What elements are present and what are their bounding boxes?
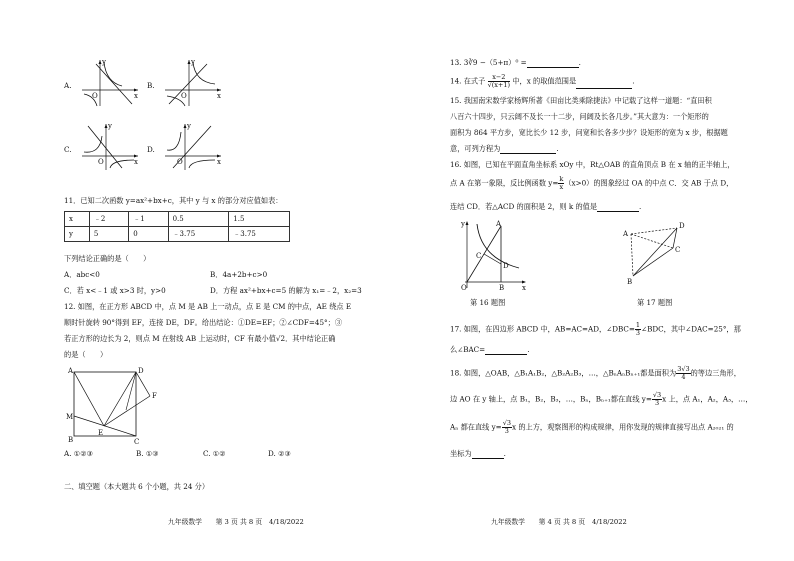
q14-post: 中，x 的取值范围是 <box>512 76 577 86</box>
axis-y-label: y <box>108 122 112 130</box>
q17-pre: 17. 如图，在四边形 ABCD 中，AB=AC=AD，∠DBC= <box>450 324 635 334</box>
q18-slope-numerator: √3 <box>502 419 511 427</box>
q13-text <box>450 58 581 68</box>
table-cell: 1.5 <box>229 212 290 227</box>
q11-option-b: B．4a+2b+c>0 <box>210 270 268 279</box>
q17-denominator: 3 <box>635 329 641 337</box>
q15-line-1: 15. 我国南宋数学家杨辉所著《田亩比类乘除捷法》中记载了这样一道题：“直田积 <box>450 96 712 105</box>
table-cell: y <box>65 227 90 242</box>
q12-option-c: C. ①② <box>203 449 226 458</box>
q18-slope-denominator: 3 <box>504 427 509 435</box>
fig17-point-d: D <box>679 222 685 230</box>
q17-post: ∠BDC，其中∠DAC=25°，那 <box>641 324 741 334</box>
fig16-x-label: x <box>522 284 526 292</box>
q18-line-4 <box>450 449 506 459</box>
q14-numerator: x−2 <box>488 74 510 82</box>
q18-line-2-end: x 上，点 A₁，A₂，A₃，…， <box>662 394 753 404</box>
q18-line-2 <box>450 392 753 407</box>
fig16-y-label: y <box>461 220 465 228</box>
q13-expression: 13. 3∛9 −（5+π）⁰ = <box>450 58 527 67</box>
fig16-point-b: B <box>499 284 505 292</box>
q18-line-3-text: Aₙ 都在直线 y= <box>450 422 502 432</box>
q17-answer-blank[interactable] <box>485 345 530 355</box>
q12-option-b: B. ①③ <box>136 449 159 458</box>
table-cell: 0 <box>129 227 168 242</box>
point-d-label: D <box>138 367 144 375</box>
q15-end: . <box>556 144 559 153</box>
right-page <box>397 0 794 561</box>
origin-label: O <box>98 158 104 166</box>
q11-text: 11．已知二次函数 y=ax²+bx+c，其中 y 与 x 的部分对应值如表： <box>64 196 283 205</box>
q12-option-a: A. ①②③ <box>64 449 94 458</box>
q16-answer-blank[interactable] <box>597 202 642 212</box>
axis-x-label: x <box>217 158 221 166</box>
q18-slope-fraction-2 <box>502 420 512 435</box>
table-row <box>65 212 290 227</box>
origin-label: O <box>181 92 187 100</box>
q16-line-3 <box>450 202 641 212</box>
axis-y-label: y <box>187 122 191 130</box>
q15-answer-blank[interactable] <box>500 144 559 154</box>
figure-16 <box>459 218 529 290</box>
axis-x-label: x <box>217 92 221 100</box>
figure-17 <box>623 220 693 286</box>
q11-option-c: C．若 x<﹣1 或 x>3 时，y>0 <box>64 286 166 295</box>
point-m-label: M <box>66 413 74 421</box>
q11-value-table <box>64 211 290 242</box>
q16-line-1: 16. 如图，已知在平面直角坐标系 xOy 中，Rt△OAB 的直角顶点 B 在 x 轴的正半轴上， <box>450 160 735 169</box>
q16-end: . <box>639 202 642 211</box>
q18-line-3 <box>450 420 734 435</box>
q17-line-1 <box>450 322 741 337</box>
fig16-point-d: D <box>503 262 509 270</box>
q15-line-4-text: 意，可列方程为 <box>450 144 501 153</box>
q18-line-4-text: 坐标为 <box>450 449 472 458</box>
axis-x-label: x <box>134 158 138 166</box>
q12-line-2: 顺时针旋转 90°得到 EF，连接 DE，DF。给出结论：①DE=EF；②∠CDF=45°；③ <box>64 318 343 327</box>
figure-16-caption: 第 16 题图 <box>470 298 506 307</box>
q14-denominator: √(x+1) <box>487 81 511 89</box>
q14-answer-blank[interactable] <box>576 80 632 89</box>
q18-slope-denominator: 3 <box>654 399 660 407</box>
graph-option-a-label: A. <box>64 81 72 90</box>
q18-end: . <box>503 449 506 458</box>
table-cell: 5 <box>89 227 128 242</box>
q12-line-3-end: ．其中结论正确 <box>285 334 336 343</box>
graph-option-b <box>165 58 225 108</box>
q18-slope-numerator: √3 <box>652 391 662 399</box>
q14-text <box>450 74 634 89</box>
graph-option-d-label: D. <box>147 145 155 154</box>
q11-prompt: 下列结论正确的是（ ） <box>64 254 151 263</box>
axis-y-label: y <box>191 58 195 66</box>
q17-numerator: 1 <box>635 321 641 329</box>
q13-end: . <box>578 58 581 67</box>
q11-option-a: A．abc<0 <box>64 270 100 279</box>
fig16-point-a: A <box>496 220 502 228</box>
origin-label: O <box>177 158 183 166</box>
graph-option-c-label: C. <box>64 145 72 154</box>
fig17-point-b: B <box>627 278 633 286</box>
table-cell: ﹣3.75 <box>229 227 290 242</box>
q18-line-1-end: 的等边三角形， <box>690 368 741 378</box>
fig17-point-c: C <box>675 246 681 254</box>
page-footer-right: 九年级数学 第 4 页 共 8 页 4/18/2022 <box>491 518 627 526</box>
q16-line-3-text: 连结 CD．若△ACD 的面积是 2，则 k 的值是 <box>450 202 598 211</box>
page-footer-left: 九年级数学 第 3 页 共 8 页 4/18/2022 <box>168 518 304 526</box>
q18-slope-fraction <box>652 392 662 407</box>
figure-17-caption: 第 17 题图 <box>637 298 673 307</box>
q15-line-3: 面积为 864 平方步，宽比长少 12 步，问宽和长各多少步？设矩形的宽为 x 步，根据题 <box>450 128 728 137</box>
point-c-label: C <box>134 438 140 446</box>
graph-option-c <box>82 122 142 172</box>
q18-line-3-end: x 的上方，观察图形的构成规律，用你发现的规律直接写出点 A₂₀₂₁ 的 <box>511 422 734 432</box>
graph-option-d <box>165 122 225 172</box>
q14-end: . <box>632 76 635 86</box>
point-b-label: B <box>68 436 74 444</box>
q12-line-1: 12. 如图，在正方形 ABCD 中，点 M 是 AB 上一动点，点 E 是 CM 的中点，AE 绕点 E <box>64 302 352 311</box>
q17-line-2 <box>450 345 530 355</box>
q16-line-2-text: 点 A 在第一象限，反比例函数 y= <box>450 178 559 188</box>
q16-numerator: k <box>559 175 564 183</box>
q12-line-3-text: 若正方形的边长为 2，则点 M 在射线 AB 上运动时，CF 有最小值 <box>64 334 276 343</box>
q17-end: . <box>527 345 530 354</box>
q16-denominator: x <box>559 183 564 191</box>
table-cell: ﹣2 <box>89 212 128 227</box>
q15-line-4 <box>450 144 559 154</box>
axis-y-label: y <box>102 58 106 66</box>
q12-sqrt2: √2 <box>275 334 286 343</box>
axis-x-label: x <box>134 92 138 100</box>
q14-pre: 14. 在式子 <box>450 76 486 86</box>
table-cell: ﹣3.75 <box>168 227 229 242</box>
table-cell: ﹣1 <box>129 212 168 227</box>
q18-line-1 <box>450 366 741 381</box>
table-cell: 0.5 <box>168 212 229 227</box>
q12-square-figure <box>66 366 176 446</box>
q18-area-fraction <box>676 366 690 381</box>
point-f-label: F <box>152 392 157 400</box>
graph-option-b-label: B. <box>147 81 155 90</box>
q18-area-numerator: 3√3 <box>677 365 690 373</box>
q18-answer-blank[interactable] <box>472 450 504 459</box>
q16-line-2 <box>450 176 733 191</box>
table-cell: x <box>65 212 90 227</box>
table-row <box>65 227 290 242</box>
q17-line-2-text: 么∠BAC= <box>450 345 486 354</box>
q11-option-d: D．方程 ax²+bx+c=5 的解为 x₁=﹣2，x₂=3 <box>210 286 362 295</box>
q12-option-d: D. ②③ <box>268 449 291 458</box>
fig16-point-o: O <box>461 284 467 292</box>
q16-line-2-end: （x>0）的图象经过 OA 的中点 C．交 AB 于点 D， <box>564 178 734 188</box>
q13-answer-blank[interactable] <box>527 59 579 68</box>
point-e-label: E <box>98 429 104 437</box>
origin-label: O <box>92 92 98 100</box>
section-2-heading: 二、填空题（本大题共 6 个小题，共 24 分） <box>64 482 210 491</box>
q18-area-denominator: 4 <box>681 373 686 381</box>
q12-line-3 <box>64 334 335 344</box>
q15-line-2: 八百六十四步，只云阔不及长一十二步，问阔及长各几步。”其大意为：一个矩形的 <box>450 112 709 121</box>
q18-line-2-text: 边 AO 在 y 轴上，点 B₁，B₂，B₃，…，Bₙ，Bₙ₊₁都在直线 y= <box>450 394 652 404</box>
q18-line-1-text: 18. 如图，△OAB，△B₁A₁B₂，△B₂A₂B₃，…，△BₙAₙBₙ₊₁都是面积为 <box>450 368 677 378</box>
fig17-point-a: A <box>623 230 629 238</box>
q14-fraction <box>488 74 510 89</box>
q12-line-4: 的是（ ） <box>64 350 108 359</box>
point-a-label: A <box>68 367 74 375</box>
fig16-point-c: C <box>476 252 482 260</box>
graph-option-a <box>82 58 142 108</box>
